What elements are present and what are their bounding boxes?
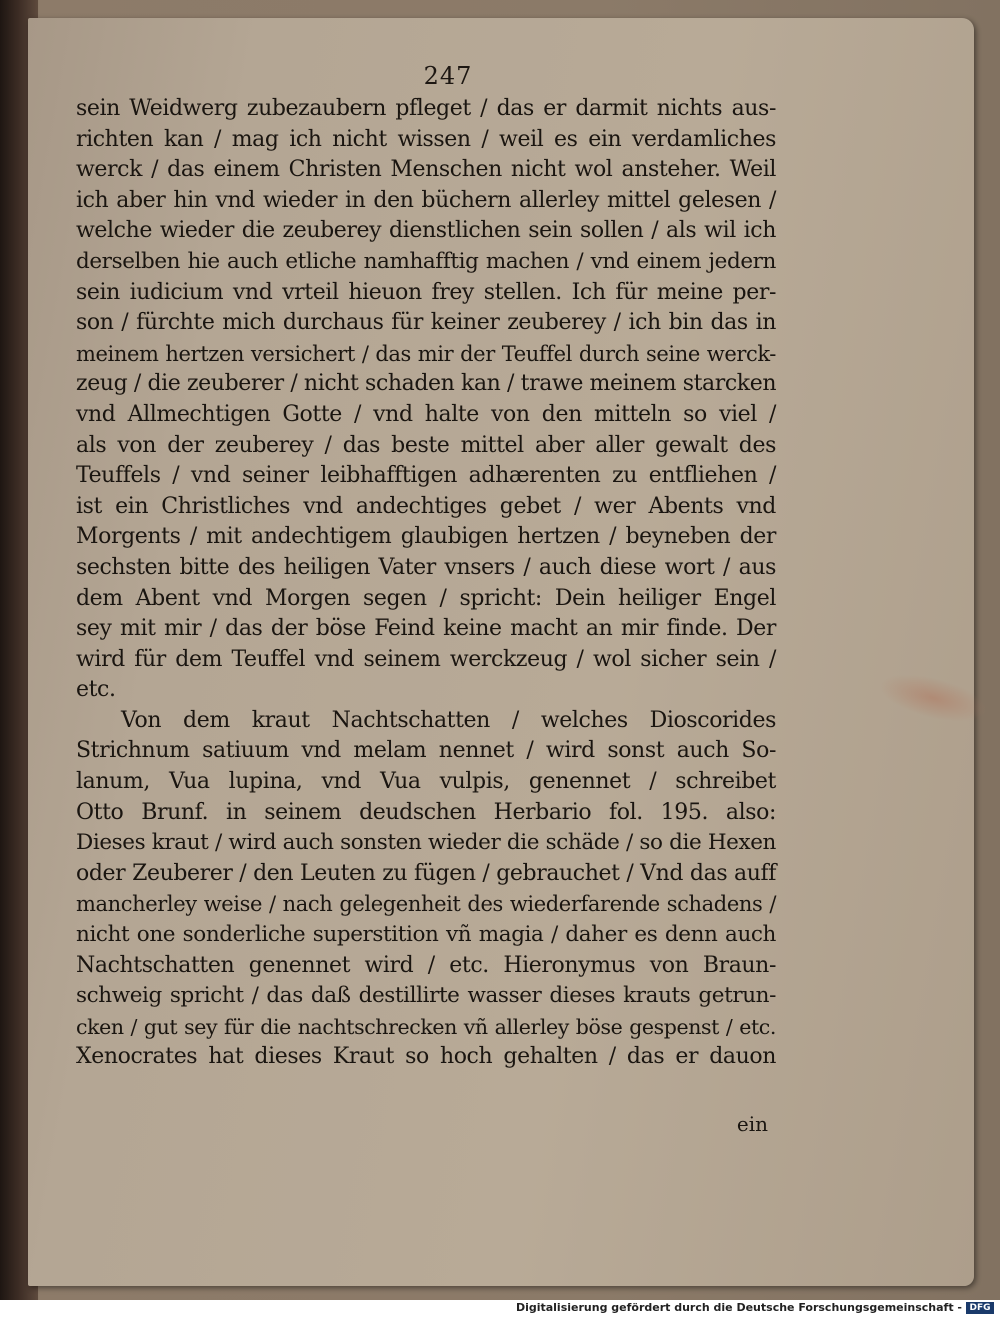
- text-line: mancherley weise / nach gelegenheit des wiederfarende schadens /: [76, 892, 776, 917]
- text-line: meinem hertzen versichert / das mir der Teuffel durch seine werck-: [76, 341, 776, 366]
- funding-notice: Digitalisierung gefördert durch die Deutsche Forschungsgemeinschaft -: [515, 1301, 962, 1314]
- text-line: oder Zeuberer / den Leuten zu fügen / gebrauchet / Vnd das auff: [76, 860, 776, 886]
- text-line: Morgents / mit andechtigem glaubigen hertzen / beyneben der: [76, 524, 776, 550]
- text-line: sein Weidwerg zubezaubern pfleget / das er darmit nichts aus-: [76, 96, 776, 121]
- text-line: Xenocrates hat dieses Kraut so hoch gehalten / das er dauon: [76, 1044, 776, 1070]
- text-line: sein iudicium vnd vrteil hieuon frey stellen. Ich für meine per-: [76, 279, 776, 305]
- text-line: lanum, Vua lupina, vnd Vua vulpis, genennet / schreibet: [76, 769, 776, 795]
- text-line: schweig spricht / das daß destillirte wasser dieses krauts getrun-: [76, 983, 776, 1009]
- text-line: als von der zeuberey / das beste mittel aber aller gewalt des: [76, 432, 776, 458]
- text-line: Otto Brunf. in seinem deudschen Herbario fol. 195. also:: [76, 799, 776, 825]
- text-line: richten kan / mag ich nicht wissen / weil es ein verdamliches: [76, 126, 776, 152]
- text-block: [76, 94, 776, 1073]
- dfg-logo-icon: DFG: [966, 1302, 994, 1314]
- text-line: nicht one sonderliche superstition vñ magia / daher es denn auch: [76, 922, 776, 948]
- text-line: son / fürchte mich durchaus für keiner zeuberey / ich bin das in: [76, 310, 776, 336]
- text-line: sechsten bitte des heiligen Vater vnsers / auch diese wort / aus: [76, 554, 776, 580]
- paragraph-start-line: Von dem kraut Nachtschatten / welches Dioscorides: [121, 707, 776, 733]
- text-line: werck / das einem Christen Menschen nicht wol ansteher. Weil: [76, 157, 776, 183]
- text-line: Nachtschatten genennet wird / etc. Hieronymus von Braun-: [76, 952, 776, 978]
- text-line: wird für dem Teuffel vnd seinem werckzeug / wol sicher sein /: [76, 646, 776, 672]
- text-line: dem Abent vnd Morgen segen / spricht: Dein heiliger Engel: [76, 585, 776, 611]
- text-line: ich aber hin vnd wieder in den büchern allerley mittel gelesen /: [76, 187, 776, 213]
- text-line: Teuffels / vnd seiner leibhafftigen adhærenten zu entfliehen /: [76, 463, 776, 489]
- footer-bar: [0, 1300, 1000, 1317]
- page-stain: [875, 665, 991, 730]
- catchword: ein: [736, 1112, 768, 1136]
- page-number: 247: [423, 62, 473, 90]
- text-line: welche wieder die zeuberey dienstlichen sein sollen / als wil ich: [76, 218, 776, 244]
- text-line: cken / gut sey für die nachtschrecken vñ allerley böse gespenst / etc.: [76, 1014, 776, 1039]
- text-line: Dieses kraut / wird auch sonsten wieder die schäde / so die Hexen: [76, 830, 776, 856]
- text-line: zeug / die zeuberer / nicht schaden kan / trawe meinem starcken: [76, 371, 777, 397]
- text-line: etc.: [76, 677, 116, 703]
- text-line: Strichnum satiuum vnd melam nennet / wird sonst auch So-: [76, 738, 776, 764]
- text-line: sey mit mir / das der böse Feind keine macht an mir finde. Der: [76, 616, 776, 642]
- text-line: ist ein Christliches vnd andechtiges gebet / wer Abents vnd: [76, 493, 776, 519]
- book-page: [28, 18, 974, 1286]
- text-line: derselben hie auch etliche namhafftig machen / vnd einem jedern: [76, 248, 776, 274]
- text-line: vnd Allmechtigen Gotte / vnd halte von den mitteln so viel /: [76, 401, 776, 427]
